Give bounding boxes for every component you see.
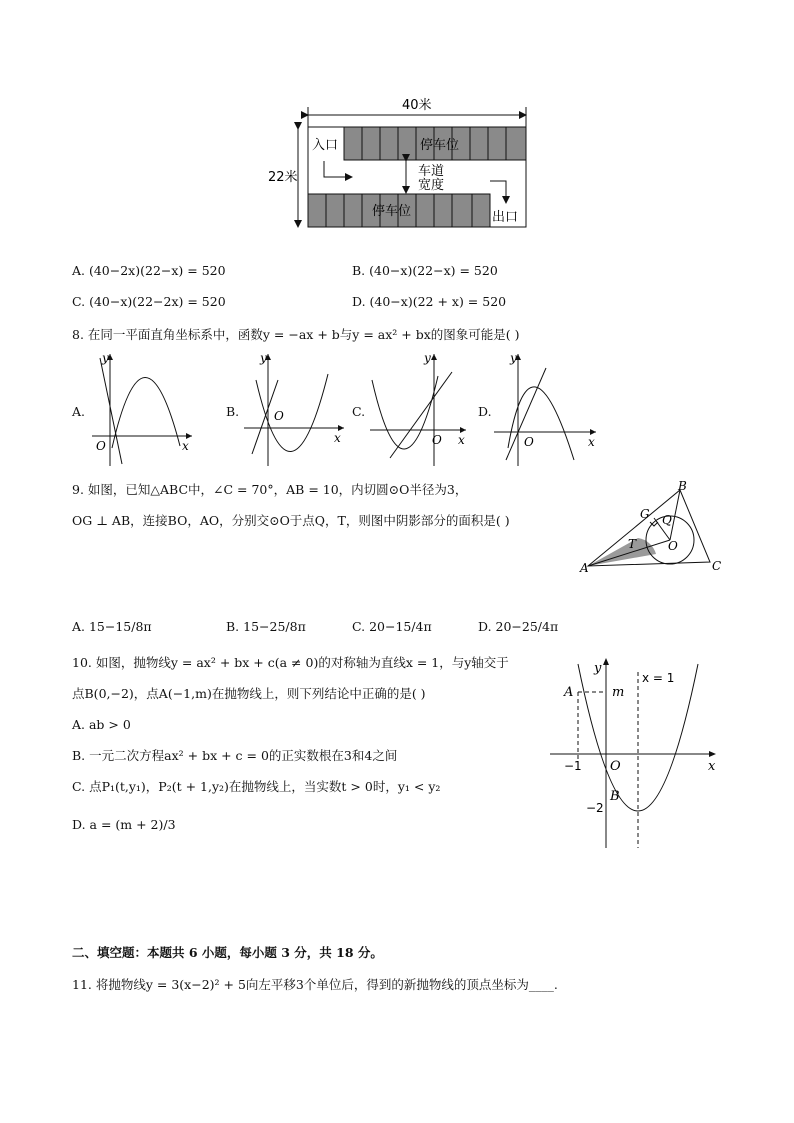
q7-option-a: A. (40−2x)(22−x) = 520 <box>72 263 226 278</box>
q7-option-d: D. (40−x)(22 + x) = 520 <box>352 294 507 309</box>
svg-text:O: O <box>668 539 678 553</box>
q10-line-1: 10. 如图，抛物线y = ax² + bx + c(a ≠ 0)的对称轴为直线x = 1，与y轴交于 <box>72 655 509 670</box>
exit-path-arrow <box>490 181 506 203</box>
svg-text:m: m <box>612 685 625 700</box>
svg-text:y: y <box>102 351 109 365</box>
svg-text:A: A <box>580 561 589 575</box>
height-label: 22米 <box>268 170 298 185</box>
entrance-label: 入口 <box>312 138 339 153</box>
entry-path-arrow <box>324 161 352 177</box>
q9-line-1: 9. 如图，已知△ABC中，∠C = 70°，AB = 10，内切圆⊙O半径为3， <box>72 482 468 497</box>
svg-text:y: y <box>510 351 517 365</box>
q9-option-c: C. 20−15/4π <box>352 619 432 634</box>
top-parking-label: 停车位 <box>420 138 460 153</box>
svg-text:y: y <box>594 661 602 676</box>
q10-option-b: B. 一元二次方程ax² + bx + c = 0的正实数根在3和4之间 <box>72 748 398 763</box>
q10-option-c: C. 点P₁(t,y₁)，P₂(t + 1,y₂)在抛物线上，当实数t > 0时，y₁ < y₂ <box>72 779 441 794</box>
width-label: 40米 <box>402 98 432 113</box>
svg-text:G: G <box>640 507 650 521</box>
svg-text:x: x <box>334 431 341 445</box>
q7-option-b: B. (40−x)(22−x) = 520 <box>352 263 498 278</box>
q7-option-c: C. (40−x)(22−2x) = 520 <box>72 294 226 309</box>
section-2-title: 二、填空题：本题共 6 小题，每小题 3 分，共 18 分。 <box>72 945 383 960</box>
q8-graph-d <box>490 350 600 468</box>
q8-graph-label-a: A. <box>72 404 86 419</box>
svg-text:O: O <box>610 759 621 774</box>
exit-label: 出口 <box>492 210 519 225</box>
q10-option-d: D. a = (m + 2)/3 <box>72 817 176 832</box>
svg-text:B: B <box>678 479 687 493</box>
q8-graph-a <box>88 350 196 468</box>
svg-text:O: O <box>524 435 534 449</box>
q11-text: 11. 将抛物线y = 3(x−2)² + 5向左平移3个单位后，得到的新抛物线的顶点坐标为____. <box>72 977 558 992</box>
q10-line-2: 点B(0,−2)，点A(−1,m)在抛物线上，则下列结论中正确的是( ) <box>72 686 426 701</box>
parking-lot-figure <box>260 95 540 235</box>
svg-text:x: x <box>458 433 465 447</box>
svg-text:−2: −2 <box>586 801 604 815</box>
q9-line-2: OG ⊥ AB，连接BO，AO，分别交⊙O于点Q，T，则图中阴影部分的面积是( ) <box>72 513 510 528</box>
q9-option-a: A. 15−15/8π <box>72 619 152 634</box>
svg-text:O: O <box>96 439 106 453</box>
svg-text:y: y <box>424 351 431 365</box>
q8-stem: 8. 在同一平面直角坐标系中，函数y = −ax + b与y = ax² + bx的图象可能是( ) <box>72 327 520 342</box>
svg-text:B: B <box>610 789 620 804</box>
lane-label-1: 车道 <box>418 164 445 179</box>
svg-text:x: x <box>588 435 595 449</box>
q10-parabola-figure <box>546 654 722 850</box>
q8-graph-label-b: B. <box>226 404 240 419</box>
q8-graph-label-c: C. <box>352 404 366 419</box>
svg-text:A: A <box>564 685 574 700</box>
svg-text:x: x <box>708 759 716 774</box>
q8-graph-label-d: D. <box>478 404 492 419</box>
svg-text:Q: Q <box>662 513 672 527</box>
q8-graph-b <box>238 350 350 468</box>
svg-text:y: y <box>260 351 267 365</box>
svg-text:C: C <box>712 559 722 573</box>
svg-text:x = 1: x = 1 <box>642 671 675 685</box>
svg-text:O: O <box>274 409 284 423</box>
lane-label-2: 宽度 <box>418 178 445 193</box>
q9-option-d: D. 20−25/4π <box>478 619 559 634</box>
svg-text:x: x <box>182 439 189 453</box>
q8-graph-c <box>366 350 474 468</box>
svg-text:T: T <box>628 537 637 551</box>
svg-text:−1: −1 <box>564 759 582 773</box>
q9-triangle-figure <box>566 478 728 578</box>
svg-text:O: O <box>432 433 442 447</box>
bottom-parking-label: 停车位 <box>372 204 412 219</box>
q10-option-a: A. ab > 0 <box>72 717 131 732</box>
q9-option-b: B. 15−25/8π <box>226 619 306 634</box>
